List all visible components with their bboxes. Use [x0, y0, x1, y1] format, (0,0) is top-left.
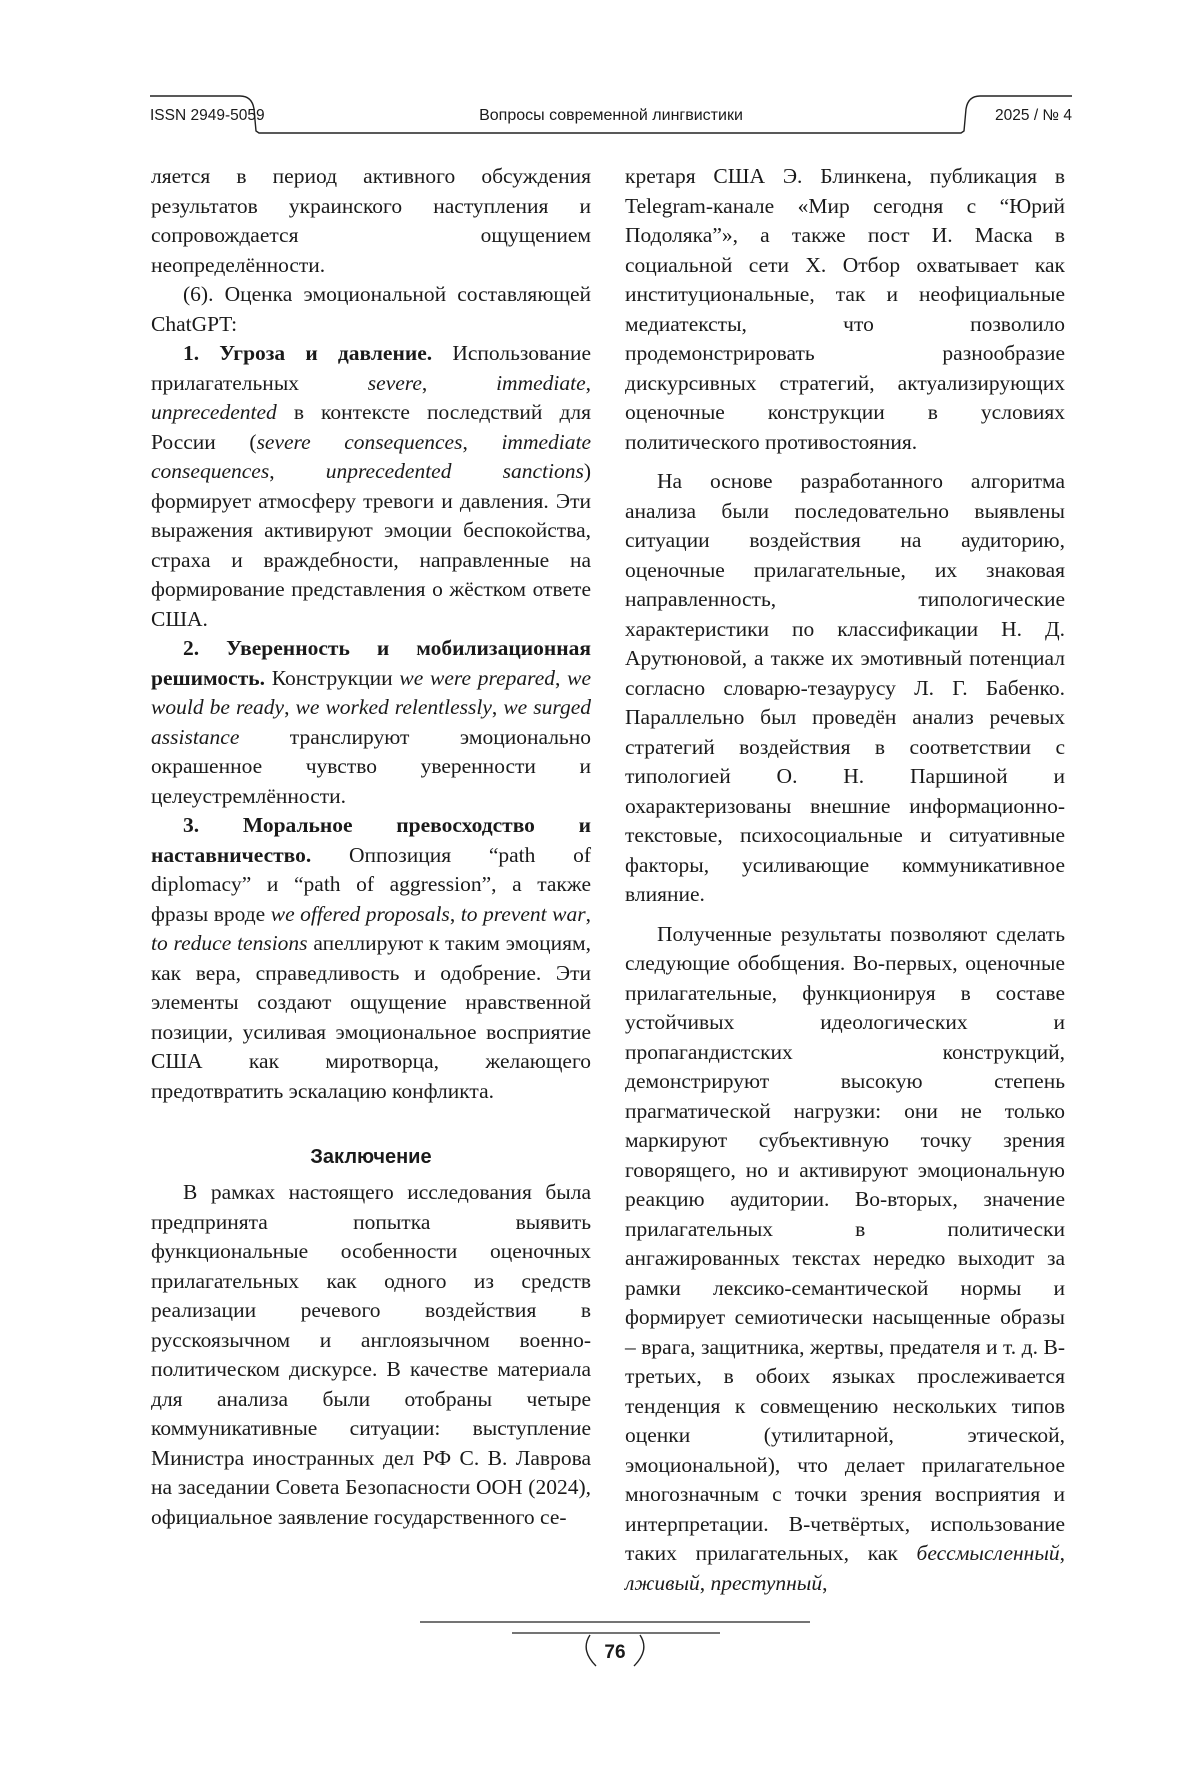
paragraph: кретаря США Э. Блинкена, публикация в Telegram-канале «Мир сегодня с “Юрий Подоляка”», а также пост И. Маска в социальной сети X. Отбор охватывает как институциональные, так и неофициальные медиатексты, что позволило продемонстрировать разнообразие дискурсивных стратегий, актуализирующих оценочные конструкции в условиях политического противостояния.	[625, 164, 1065, 454]
italic-term: to reduce tensions	[151, 931, 308, 955]
text-run: апеллируют к таким эмоциям, как вера, справедливость и одобрение. Эти элементы создают ощущение нравственной позиции, усиливая эмоциональное восприятие США как миротворца, желающего предотвратить эскалацию конфликта.	[151, 931, 591, 1103]
list-item-moral	[151, 811, 591, 1106]
text-run: Использование прилагательных	[151, 341, 591, 395]
italic-term: лживый	[625, 1570, 700, 1595]
italic-term: we worked relentlessly	[295, 695, 492, 719]
text-run: в контексте последствий для России (	[151, 400, 591, 454]
text-run: ,	[699, 1570, 711, 1595]
journal-title: Вопросы современной лингвистики	[479, 107, 743, 124]
paragraph: (6). Оценка эмоциональной составляющей ChatGPT:	[151, 282, 591, 336]
italic-term: immediate	[496, 370, 586, 395]
italic-term: immediate consequences	[151, 429, 591, 483]
italic-term: бессмысленный	[916, 1541, 1060, 1565]
text-run: ,	[1059, 1541, 1065, 1565]
italic-term: we surged assistance	[151, 695, 592, 749]
text-run: ) формирует атмосферу тревоги и давления. Эти выражения активируют эмоции беспокойства, страха и враждебности, направленные на формирование представления о жёстком ответе США.	[151, 459, 592, 631]
text-run: ,	[462, 429, 502, 454]
italic-term: unprecedented	[151, 400, 277, 424]
paragraph: На основе разработанного алгоритма анализа были последовательно выявлены ситуации воздействия на аудиторию, оценочные прилагательные, их знаковая направленность, типологические характеристики по классификации Н. Д. Арутюновой, а также их эмотивный потенциал согласно словарю-тезаурусу Л. Г. Бабенко. Параллельно был проведён анализ речевых стратегий воздействия в соответствии с типологией О. Н. Паршиной и охарактеризованы внешние информационно-текстовые, психосоциальные и ситуативные факторы, усиливающие коммуникативное влияние.	[625, 469, 1065, 906]
list-item-confidence	[151, 634, 591, 811]
page-number: 76	[604, 1642, 626, 1663]
italic-term: we would be ready	[151, 665, 592, 719]
text-run: транслируют эмоционально окрашенное чувство уверенности и целеустремлённости.	[151, 724, 591, 808]
text-run: ,	[585, 901, 591, 926]
text-run: ,	[555, 665, 568, 690]
text-run: ,	[491, 695, 504, 719]
running-head	[150, 95, 1072, 145]
text-run: ,	[822, 1570, 828, 1595]
text-run: ,	[269, 459, 326, 483]
right-column	[625, 162, 1065, 1598]
italic-term: severe consequences	[256, 429, 463, 454]
text-run: Полученные результаты позволяют сделать следующие обобщения. Во-первых, оценочные прилагательные, функционируя в составе устойчивых идеологических и пропагандистских конструкций, демонстрируют высокую степень прагматической нагрузки: они не только маркируют субъективную точку зрения говорящего, но и активируют эмоциональную реакцию аудитории. Во-вторых, значение прилагательных в политически ангажированных текстах нередко выходит за рамки лексико-семантической нормы и формирует семиотически насыщенные образы – врага, защитника, жертвы, предателя и т. д. В-третьих, в обоих языках прослеживается тенденция к совмещению нескольких типов оценки (утилитарной, этической, эмоциональной), что делает прилагательное многозначным с точки зрения восприятия и интерпретации. В-четвёртых, использование таких прилагательных, как	[625, 921, 1065, 1565]
folio	[420, 1620, 810, 1680]
italic-term: unprecedented sanctions	[325, 459, 584, 483]
text-run: ,	[284, 695, 296, 719]
left-column	[151, 162, 591, 1532]
issn: ISSN 2949-5059	[150, 107, 265, 124]
italic-term: we were prepared	[399, 665, 555, 690]
text-run: ,	[449, 901, 461, 926]
paragraph: В рамках настоящего исследования была предпринята попытка выявить функциональные особенности оценочных прилагательных как одного из средств реализации речевого воздействия в русскоязычном и англоязычном военно-политическом дискурсе. В качестве материала для анализа были отобраны четыре коммуникативные ситуации: выступление Министра иностранных дел РФ С. В. Лаврова на заседании Совета Безопасности ООН (2024), официальное заявление государственного се-	[151, 1180, 591, 1529]
section-title: Заключение	[310, 1146, 432, 1168]
list-item-threat	[151, 339, 591, 634]
text-run: ,	[585, 370, 591, 395]
italic-term: severe	[367, 370, 422, 395]
italic-term: преступный	[710, 1570, 823, 1595]
issue-number: 2025 / № 4	[995, 107, 1072, 124]
italic-term: we offered proposals	[270, 901, 450, 926]
list-item-heading: 1. Угроза и давление.	[183, 341, 433, 365]
text-run: Оппозиция “path of diplomacy” и “path of aggression”, а также фразы вроде	[151, 842, 591, 926]
italic-term: to prevent war	[460, 901, 586, 926]
paragraph: ляется в период активного обсуждения результатов украинского наступления и сопровождается ощущением неопределённости.	[151, 164, 591, 277]
list-item-heading: 2. Уверенность и мобилизационная решимость.	[151, 636, 591, 690]
paragraph	[625, 920, 1065, 1599]
text-run: ,	[421, 370, 497, 395]
text-run: Конструкции	[265, 665, 400, 690]
list-item-heading: 3. Моральное превосходство и наставничество.	[151, 813, 591, 867]
